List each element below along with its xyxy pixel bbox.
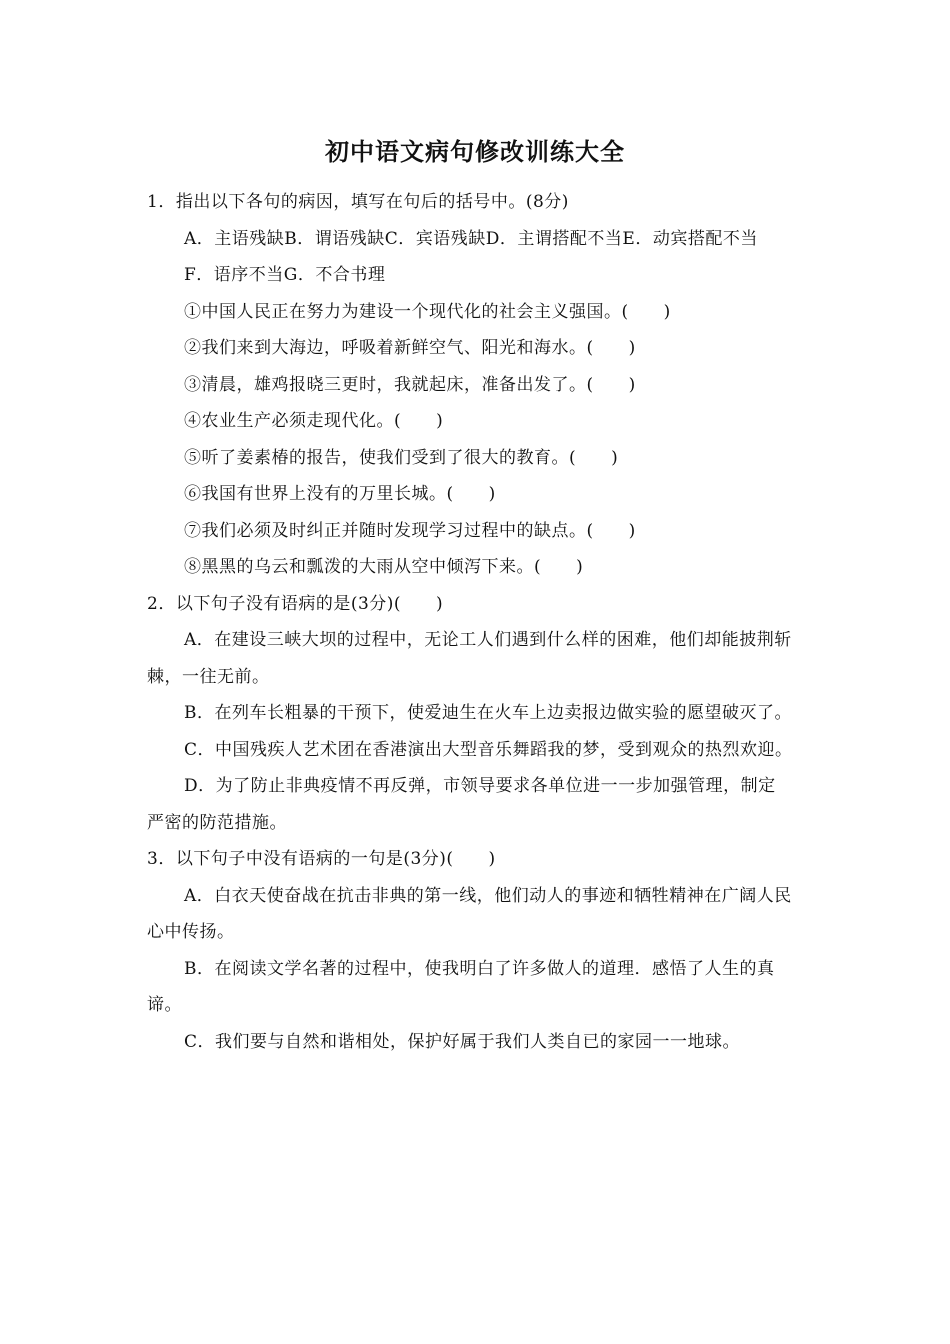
question-3-stem: 3．以下句子中没有语病的一句是(3分)( )	[147, 849, 496, 869]
document-body	[147, 184, 793, 1060]
sentence-item-5: ⑤听了姜素椿的报告，使我们受到了很大的教育。( )	[184, 447, 619, 468]
sentence-item-2: ②我们来到大海边，呼吸着新鲜空气、阳光和海水。( )	[184, 338, 636, 358]
sentence-item-7: ⑦我们必须及时纠正并随时发现学习过程中的缺点。( )	[184, 520, 636, 541]
page-title: 初中语文病句修改训练大全	[325, 138, 625, 166]
question-2-stem: 2．以下句子没有语病的是(3分)( )	[147, 593, 444, 614]
sentence-item-3: ③清晨，雄鸡报晓三更时，我就起床，准备出发了。( )	[184, 374, 636, 395]
question-2-option-a: A．在建设三峡大坝的过程中，无论工人们遇到什么样的困难，他们却能披荆斩棘，一往无前。	[147, 630, 792, 687]
question-1-stem: 1．指出以下各句的病因，填写在句后的括号中。(8分)	[147, 192, 569, 212]
answer-key-line-1: A．主语残缺B．谓语残缺C．宾语残缺D．主谓搭配不当E．动宾搭配不当	[184, 228, 758, 249]
sentence-item-1: ①中国人民正在努力为建设一个现代化的社会主义强国。( )	[184, 301, 671, 322]
question-2-option-c: C．中国残疾人艺术团在香港演出大型音乐舞蹈我的梦，受到观众的热烈欢迎。	[184, 739, 793, 760]
question-3-option-a: A．白衣天使奋战在抗击非典的第一线，他们动人的事迹和牺牲精神在广阔人民心中传扬。	[147, 885, 792, 942]
question-3-option-c: C．我们要与自然和谐相处，保护好属于我们人类自已的家园一一地球。	[184, 1031, 741, 1052]
answer-key-line-2: F．语序不当G．不合书理	[184, 265, 386, 285]
question-2-option-b: B．在列车长粗暴的干预下，使爱迪生在火车上边卖报边做实验的愿望破灭了。	[184, 703, 792, 723]
question-3-option-b: B．在阅读文学名著的过程中，使我明白了许多做人的道理．感悟了人生的真谛。	[147, 958, 775, 1015]
sentence-item-6: ⑥我国有世界上没有的万里长城。( )	[184, 484, 496, 504]
sentence-item-8: ⑧黑黑的乌云和瓢泼的大雨从空中倾泻下来。( )	[184, 557, 584, 577]
question-2-option-d: D．为了防止非典疫情不再反弹，市领导要求各单位进一一步加强管理，制定严密的防范措施。	[147, 776, 776, 833]
sentence-item-4: ④农业生产必须走现代化。( )	[184, 411, 444, 431]
